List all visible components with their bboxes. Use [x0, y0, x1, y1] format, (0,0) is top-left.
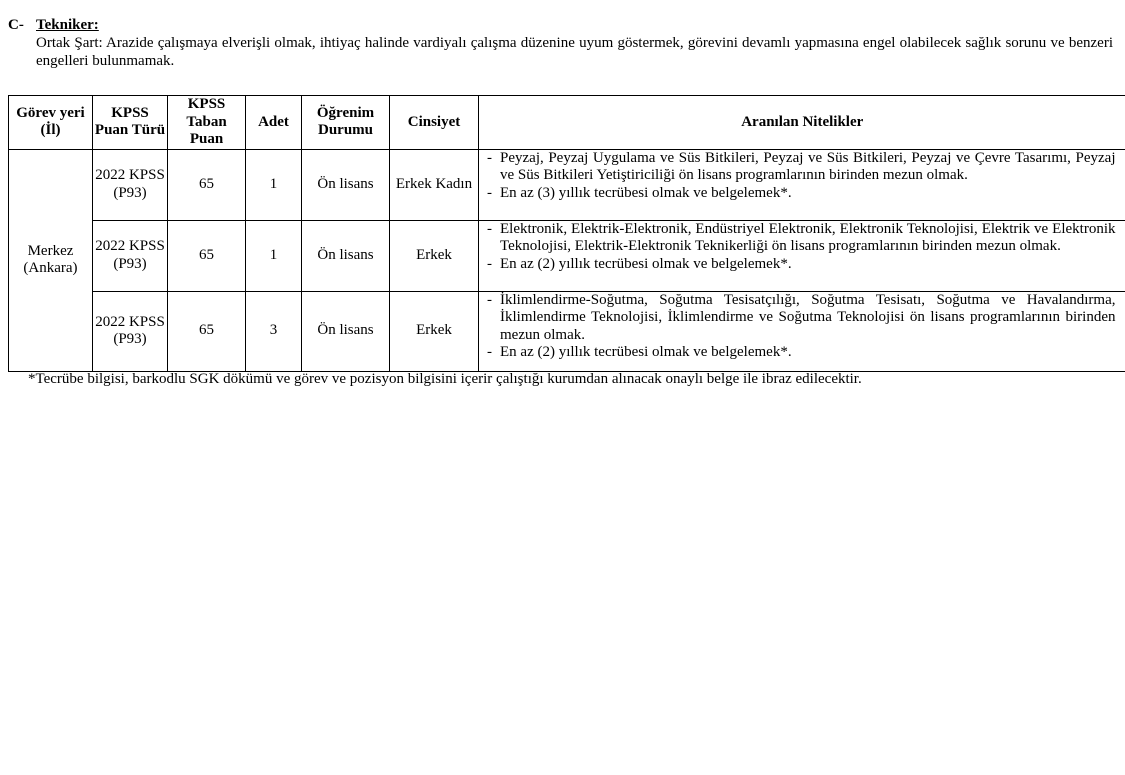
kpss-min-cell: 65 [168, 220, 246, 291]
header-row [9, 96, 1125, 150]
education-cell: Ön lisans [302, 149, 390, 220]
qualification-experience: - En az (2) yıllık tecrübesi olmak ve belgelemek*. [485, 344, 1116, 362]
header-qualifications: Aranılan Nitelikler [479, 96, 1125, 150]
education-cell: Ön lisans [302, 291, 390, 371]
header-education: Öğrenim Durumu [302, 96, 390, 150]
kpss-type-cell: 2022 KPSS (P93) [93, 149, 168, 220]
kpss-type-cell: 2022 KPSS (P93) [93, 291, 168, 371]
education-cell: Ön lisans [302, 220, 390, 291]
positions-table [8, 95, 1125, 372]
header-count: Adet [246, 96, 302, 150]
header-kpss-min: KPSS Taban Puan [168, 96, 246, 150]
qualifications-cell [479, 291, 1125, 371]
qualification-program: - Peyzaj, Peyzaj Uygulama ve Süs Bitkileri, Peyzaj ve Süs Bitkileri, Peyzaj ve Çevre Tasarımı, Peyzaj ve Süs Bitkileri Yetiştiriciliği ön lisans programlarının birinden mezun olmak. [485, 150, 1116, 185]
count-cell: 1 [246, 149, 302, 220]
table-row [9, 220, 1125, 291]
common-requirement: Ortak Şart: Arazide çalışmaya elverişli olmak, ihtiyaç halinde vardiyalı çalışma düzenine uyum göstermek, görevini devamlı yapmasına engel olabilecek sağlık sorunu ve benzeri engelleri bulunmamak. [36, 35, 1113, 69]
header-location: Görev yeri (İl) [9, 96, 93, 150]
table-row [9, 291, 1125, 371]
header-kpss-type: KPSS Puan Türü [93, 96, 168, 150]
kpss-type-cell: 2022 KPSS (P93) [93, 220, 168, 291]
qualifications-cell [479, 220, 1125, 291]
kpss-min-cell: 65 [168, 291, 246, 371]
section-heading [8, 17, 99, 35]
table-row [9, 149, 1125, 220]
count-cell: 1 [246, 220, 302, 291]
gender-cell: Erkek [390, 220, 479, 291]
qualification-experience: - En az (2) yıllık tecrübesi olmak ve belgelemek*. [485, 256, 1116, 274]
qualification-experience: - En az (3) yıllık tecrübesi olmak ve belgelemek*. [485, 185, 1116, 203]
count-cell: 3 [246, 291, 302, 371]
gender-cell: Erkek [390, 291, 479, 371]
qualifications-cell [479, 149, 1125, 220]
footnote: *Tecrübe bilgisi, barkodlu SGK dökümü ve görev ve pozisyon bilgisini içerir çalıştığı kurumdan alınacak onaylı belge ile ibraz edilecektir. [28, 371, 862, 387]
section-letter: C- [8, 17, 24, 33]
qualification-program: - İklimlendirme-Soğutma, Soğutma Tesisatçılığı, Soğutma Tesisatı, Soğutma ve Havalandırma, İklimlendirme Teknolojisi, İklimlendirme ve Soğutma Teknolojisi ön lisans programlarının birinden mezun olmak. [485, 292, 1116, 345]
kpss-min-cell: 65 [168, 149, 246, 220]
gender-cell: Erkek Kadın [390, 149, 479, 220]
location-cell: Merkez (Ankara) [9, 149, 93, 371]
header-gender: Cinsiyet [390, 96, 479, 150]
section-title: Tekniker: [36, 17, 99, 33]
qualification-program: - Elektronik, Elektrik-Elektronik, Endüstriyel Elektronik, Elektronik Teknolojisi, Elektrik ve Elektronik Teknolojisi, Elektrik-Elektronik Teknikerliği ön lisans programlarının birinden mezun olmak. [485, 221, 1116, 256]
